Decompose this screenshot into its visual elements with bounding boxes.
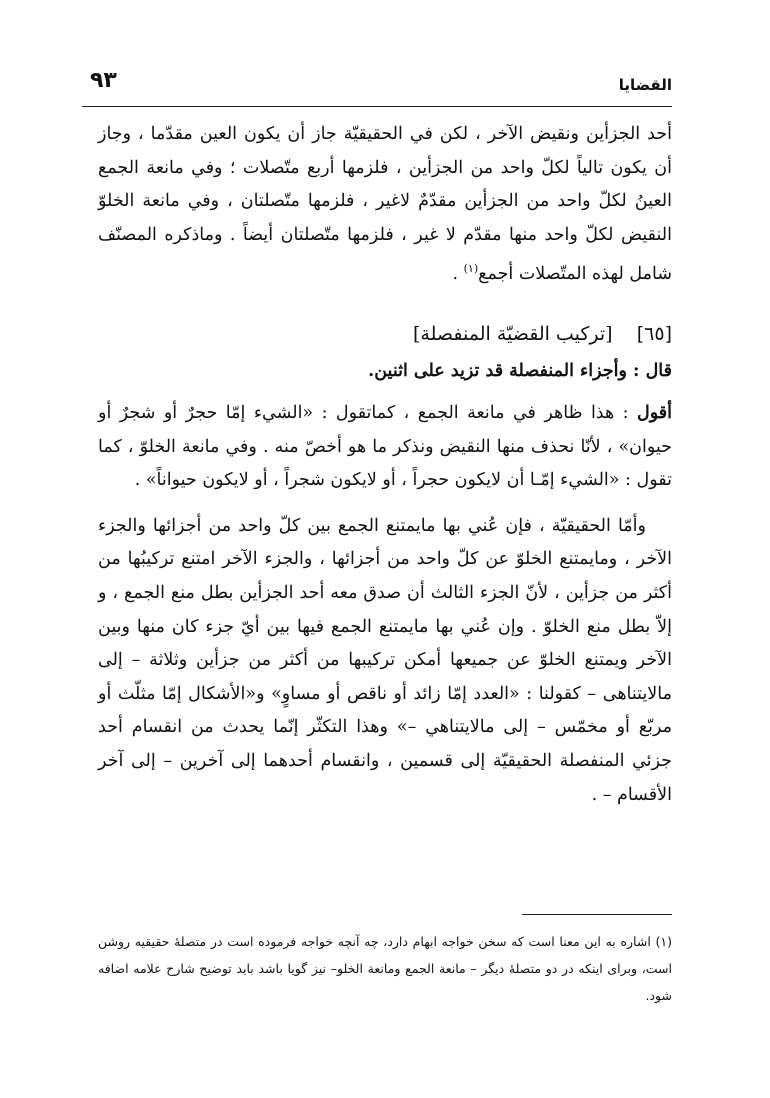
paragraph-continuation [98, 118, 672, 292]
qal-label: قال [645, 361, 672, 382]
footnote: (١) اشاره به اين معنا است كه سخن خواجه ابهام دارد، چه آنچه خواجه فرموده است در متصلهٔ حقيقيه روشن است، وبراى اينكه در دو متصلهٔ ديگر – مانعة الجمع ومانعة الخلو– نيز گويا باشد بايد توضيح شارح علامه اضافه شود. [98, 934, 672, 1003]
header-rule [82, 106, 672, 107]
section-title: [تركيب القضيّة المنفصلة] [413, 322, 613, 345]
footnote-rule [522, 914, 672, 915]
qal-statement [98, 355, 672, 389]
aqul-label: أقول [637, 402, 672, 423]
running-header [82, 66, 672, 106]
qal-text: : وأجزاء المنفصلة قد تزيد على اثنين. [368, 361, 646, 382]
paragraph-haqiqiyya: وأمّا الحقيقيّة ، فإن عُني بها مايمتنع الجمع بين كلّ واحد من أجزائها والجزء الآخر ، ومايمتنع الخلوّ عن كلّ واحد من أجزائها ، والجزء الآخر امتنع تركيبُها من أكثر من جزأين ، لأنّ الجزء الثالث أن صدق معه أحد الجزأين بطل منع الجمع ، و إلاّ بطل منع الخلوّ . وإن عُني بها مايمتنع الجمع فيها بين أيّ جزء كان منها وبين الآخر ويمتنع الخلوّ عن جميعها أمكن تركيبها من أكثر من جزأين وثلاثة – إلى مالايتناهى – كقولنا : «العدد إمّا زائد أو ناقص أو مساوٍ» و«الأشكال إمّا مثلّث أو مربّع أو مخمّس – إلى مالايتناهي –» وهذا التكثّر إنّما يحدث من انقسام أحد جزئي المنفصلة الحقيقيّة إلى قسمين ، وانقسام أحدهما إلى آخرين – إلى آخر الأقسام – . [98, 515, 672, 805]
running-header-title: القضايا [618, 76, 672, 94]
section-number: [٦٥] [636, 322, 672, 345]
aqul-text: : هذا ظاهر في مانعة الجمع ، كماتقول : «الشيء إمّا حجرٌ أو شجرٌ أو حيوان» ، لأنّا نحذف منها النقيض ونذكر ما هو أخصّ منه . وفي مانعة الخلوّ ، كما تقول : «الشيء إمّـا أن لايكون حجراً ، أو لايكون شجراً ، أو لايكون حيواناً» . [98, 402, 672, 491]
page-number: ٩٣ [90, 68, 117, 93]
main-text [98, 118, 672, 812]
section-heading [98, 318, 672, 352]
footnote-marker: (١) [463, 262, 479, 276]
aqul-paragraph [98, 397, 672, 498]
paragraph-continuation-text: أحد الجزأين ونقيض الآخر ، لكن في الحقيقيّة جاز أن يكون العين مقدّما ، وجاز أن يكون تالياً لكلّ واحد من الجزأين ، فلزمها أربع متّصلات ؛ وفي مانعة الجمع العينُ لكلّ واحد من الجزأين مقدّمٌ لاغير ، فلزمها متّصلتان ، وفي مانعة الخلوّ النقيض لكلّ واحد منها مقدّم لا غير ، فلزمها متّصلتان أيضاً . وماذكره المصنّف شامل لهذه المتّصلات أجمع [98, 124, 672, 285]
paragraph-continuation-end: . [452, 264, 464, 285]
